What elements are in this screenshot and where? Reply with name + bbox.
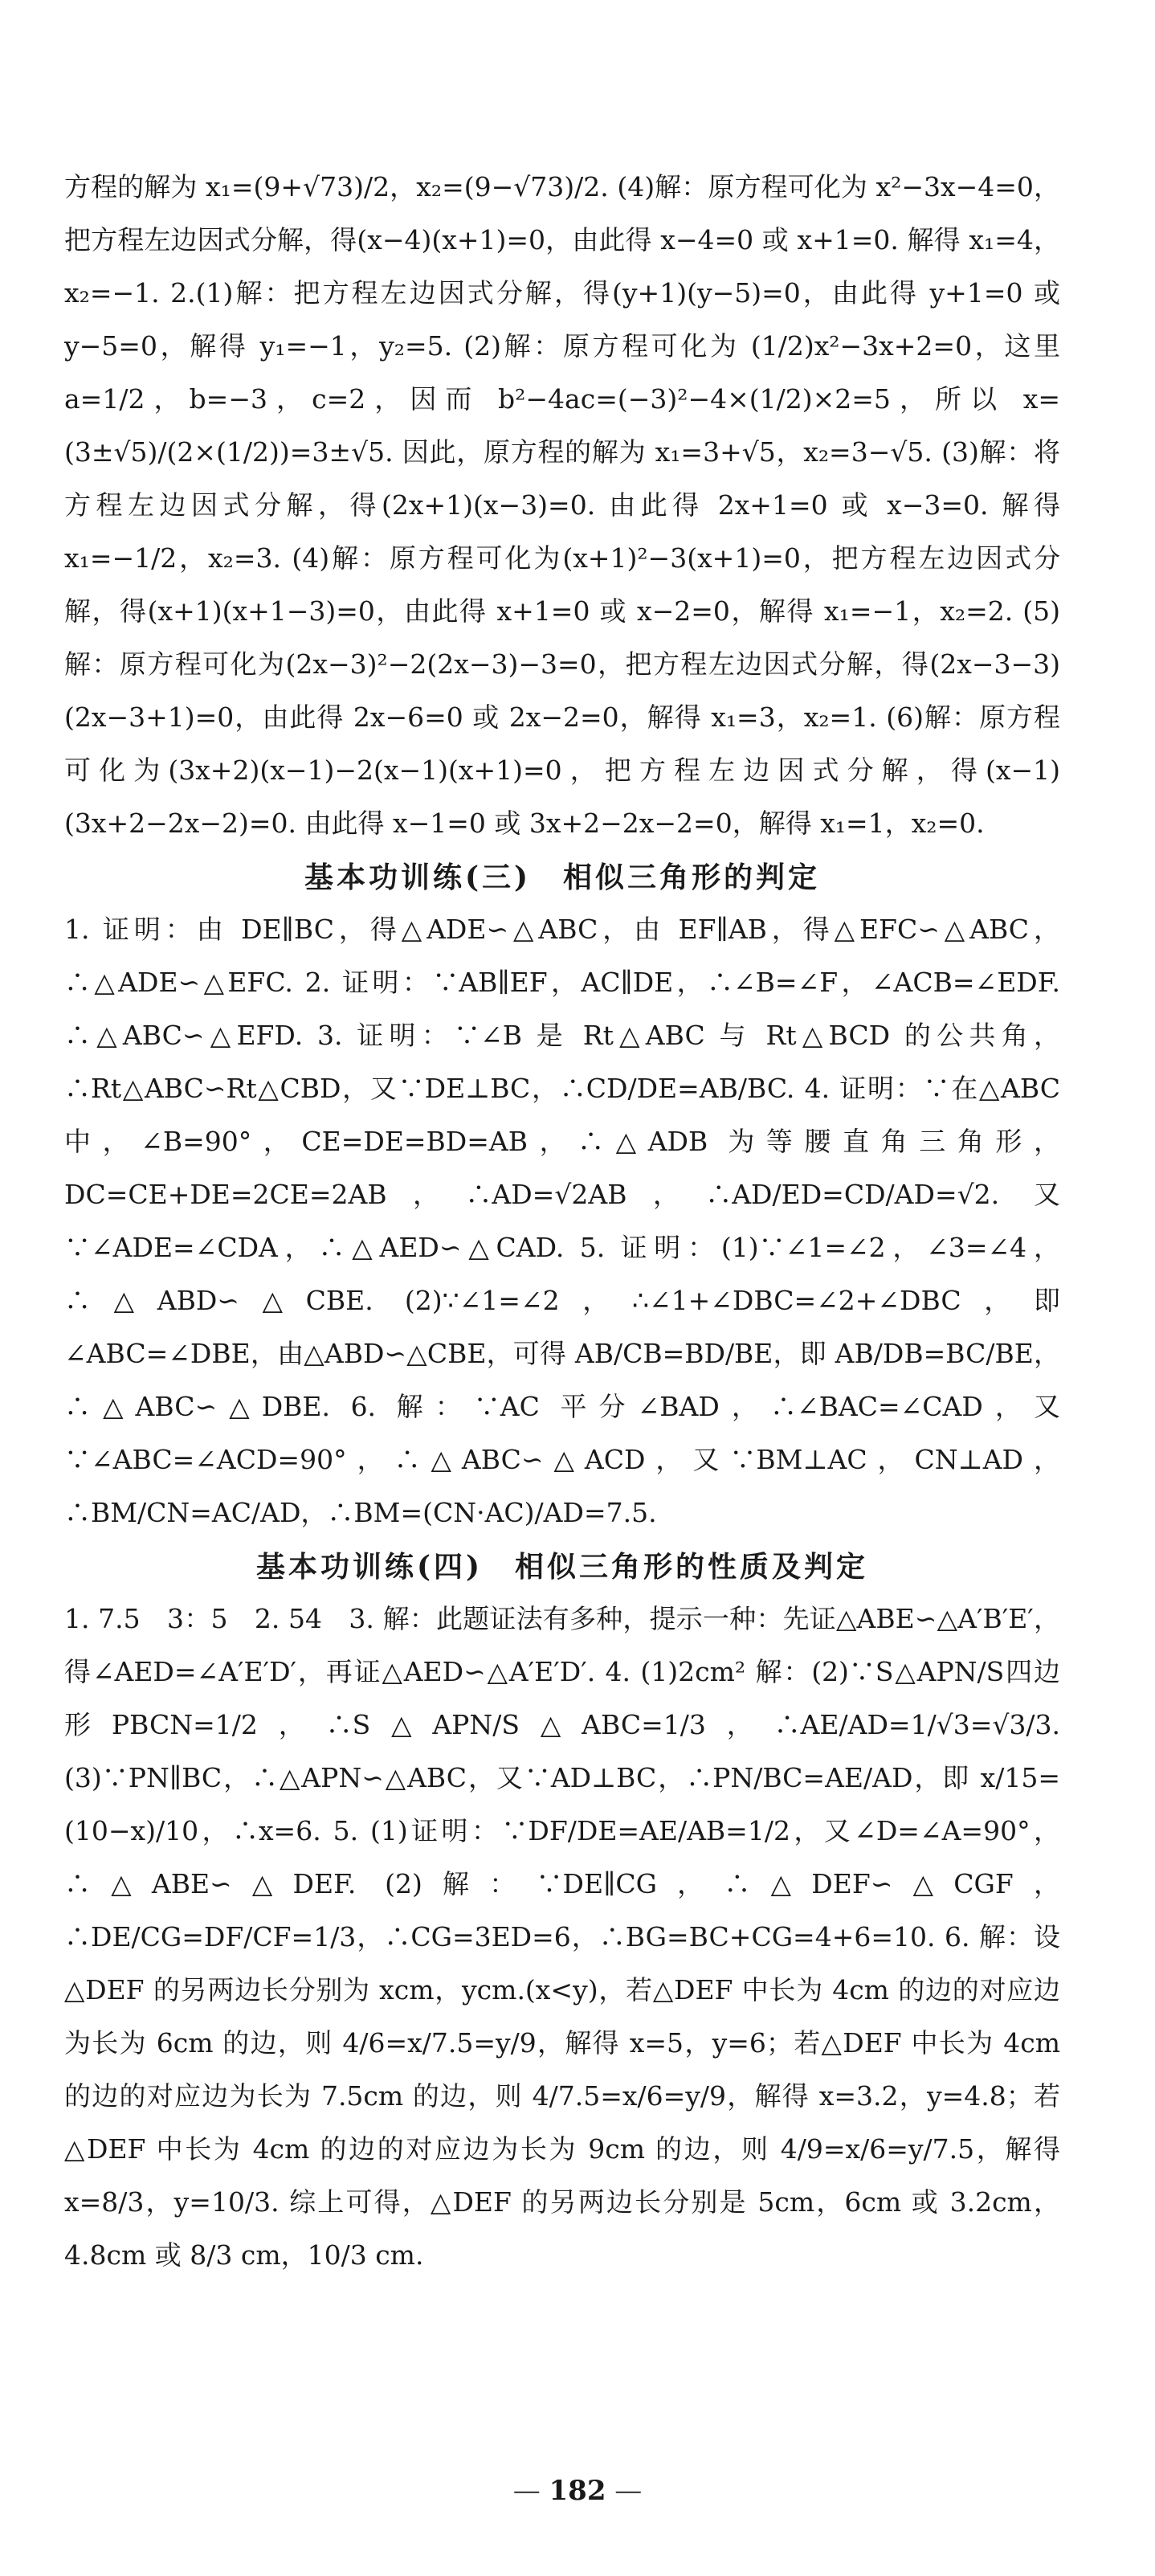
paragraph-quadratic-solutions: 方程的解为 x₁=(9+√73)/2，x₂=(9−√73)/2. (4)解：原方程可化为 x²−3x−4=0，把方程左边因式分解，得(x−4)(x+1)=0，由此得 x−4=0 或 x+1=0. 解得 x₁=4，x₂=−1. 2.(1)解：把方程左边因式分解，得(y+1)(y−5)=0，由此得 y+1=0 或 y−5=0，解得 y₁=−1，y₂=5. (2)解：原方程可化为 (1/2)x²−3x+2=0，这里 a=1/2，b=−3，c=2，因而 b²−4ac=(−3)²−4×(1/2)×2=5，所以 x=(3±√5)/(2×(1/2))=3±√5. 因此，原方程的解为 x₁=3+√5，x₂=3−√5. (3)解：将方程左边因式分解，得(2x+1)(x−3)=0. 由此得 2x+1=0 或 x−3=0. 解得 x₁=−1/2，x₂=3. (4)解：原方程可化为(x+1)²−3(x+1)=0，把方程左边因式分解，得(x+1)(x+1−3)=0，由此得 x+1=0 或 x−2=0，解得 x₁=−1，x₂=2. (5)解：原方程可化为(2x−3)²−2(2x−3)−3=0，把方程左边因式分解，得(2x−3−3)(2x−3+1)=0，由此得 2x−6=0 或 2x−2=0，解得 x₁=3，x₂=1. (6)解：原方程可化为(3x+2)(x−1)−2(x−1)(x+1)=0，把方程左边因式分解，得(x−1)(3x+2−2x−2)=0. 由此得 x−1=0 或 3x+2−2x−2=0，解得 x₁=1，x₂=0. [64, 171, 1060, 839]
section-heading-4: 基本功训练(四) 相似三角形的性质及判定 [255, 1550, 869, 1584]
answer-content [64, 161, 1060, 2282]
section-heading-3: 基本功训练(三) 相似三角形的判定 [304, 861, 821, 894]
footer-dash-right: — [606, 2475, 643, 2507]
section-body-3: 1. 证明：由 DE∥BC，得△ADE∽△ABC，由 EF∥AB，得△EFC∽△ABC，∴△ADE∽△EFC. 2. 证明：∵AB∥EF，AC∥DE，∴∠B=∠F，∠ACB=∠EDF. ∴△ABC∽△EFD. 3. 证明：∵∠B 是 Rt△ABC 与 Rt△BCD 的公共角，∴Rt△ABC∽Rt△CBD，又∵DE⊥BC，∴CD/DE=AB/BC. 4. 证明：∵在△ABC 中，∠B=90°，CE=DE=BD=AB，∴△ADB 为等腰直角三角形，DC=CE+DE=2CE=2AB，∴AD=√2AB，∴AD/ED=CD/AD=√2. 又∵∠ADE=∠CDA，∴△AED∽△CAD. 5. 证明：(1)∵∠1=∠2，∠3=∠4，∴△ABD∽△CBE. (2)∵∠1=∠2，∴∠1+∠DBC=∠2+∠DBC，即∠ABC=∠DBE，由△ABD∽△CBE，可得 AB/CB=BD/BE，即 AB/DB=BC/BE，∴△ABC∽△DBE. 6. 解：∵AC 平分∠BAD，∴∠BAC=∠CAD，又∵∠ABC=∠ACD=90°，∴△ABC∽△ACD，又∵BM⊥AC，CN⊥AD，∴BM/CN=AC/AD，∴BM=(CN·AC)/AD=7.5. [64, 914, 1060, 1528]
page-number-footer [0, 2475, 1155, 2507]
section-body-4: 1. 7.5 3：5 2. 54 3. 解：此题证法有多种，提示一种：先证△ABE∽△A′B′E′，得∠AED=∠A′E′D′，再证△AED∽△A′E′D′. 4. (1)2cm² 解：(2)∵S△APN/S四边形PBCN=1/2，∴S△APN/S△ABC=1/3，∴AE/AD=1/√3=√3/3. (3)∵PN∥BC，∴△APN∽△ABC，又∵AD⊥BC，∴PN/BC=AE/AD，即 x/15=(10−x)/10，∴x=6. 5. (1)证明：∵DF/DE=AE/AB=1/2，又∠D=∠A=90°，∴△ABE∽△DEF. (2)解：∵DE∥CG，∴△DEF∽△CGF，∴DE/CG=DF/CF=1/3，∴CG=3ED=6，∴BG=BC+CG=4+6=10. 6. 解：设△DEF 的另两边长分别为 xcm，ycm.(x<y)，若△DEF 中长为 4cm 的边的对应边为长为 6cm 的边，则 4/6=x/7.5=y/9，解得 x=5，y=6；若△DEF 中长为 4cm 的边的对应边为长为 7.5cm 的边，则 4/7.5=x/6=y/9，解得 x=3.2，y=4.8；若△DEF 中长为 4cm 的边的对应边为长为 9cm 的边，则 4/9=x/6=y/7.5，解得 x=8/3，y=10/3. 综上可得，△DEF 的另两边长分别是 5cm，6cm 或 3.2cm，4.8cm 或 8/3 cm，10/3 cm. [64, 1603, 1060, 2271]
footer-dash-left: — [512, 2475, 549, 2507]
page-number: 182 [549, 2475, 606, 2507]
